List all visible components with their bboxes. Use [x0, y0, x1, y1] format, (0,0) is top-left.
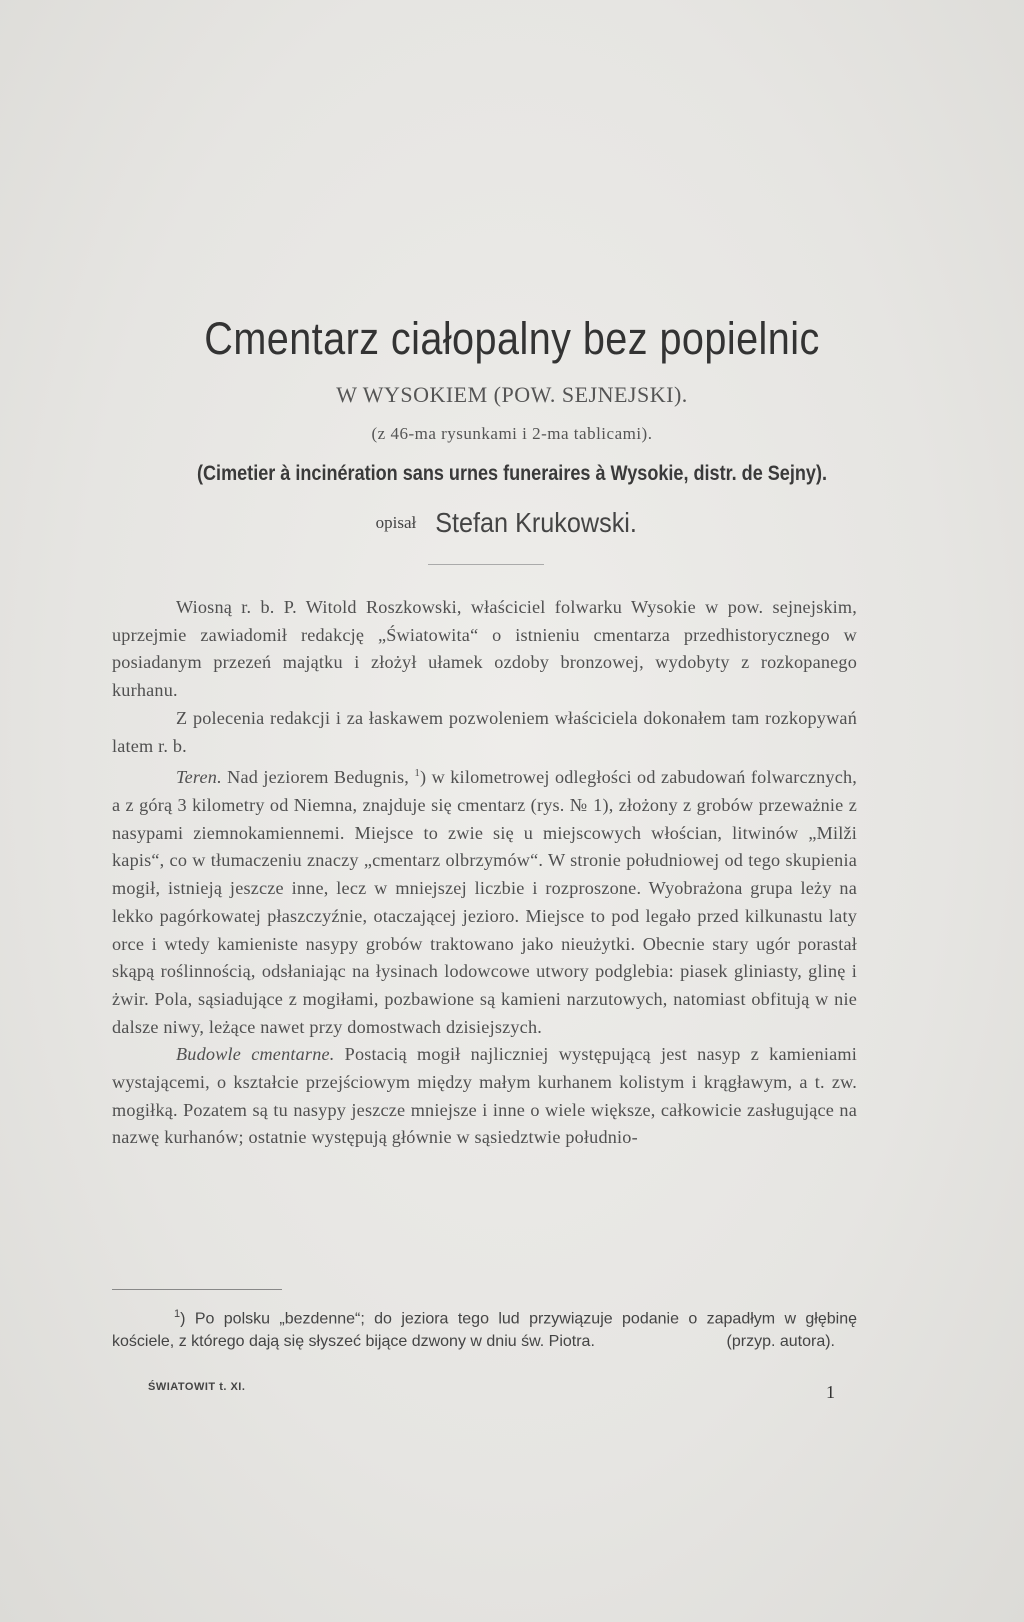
french-title: (Cimetier à incinération sans urnes funeraires à Wysokie, distr. de Sejny). [196, 462, 827, 485]
article-body [112, 594, 857, 1152]
footnote [112, 1303, 857, 1353]
title-divider [428, 564, 544, 565]
paragraph-4-text: Postacią mogił najliczniej występującą jest nasyp z kamieniami wystającemi, o kształcie przejściowym między małym kurhanem kolistym i krągławym, a t. zw. mogiłką. Pozatem są tu nasypy jeszcze mniejsze i inne o wiele większe, całkowicie zasługujące na nazwę kurhanów; ostatnie występują głównie w sąsiedztwie południo- [112, 1044, 858, 1148]
author-name: Stefan Krukowski. [435, 507, 638, 538]
article-subtitle: W WYSOKIEM (POW. SEJNEJSKI). [336, 382, 688, 407]
footnote-divider [112, 1289, 282, 1290]
paragraph-3 [112, 760, 857, 1041]
byline [0, 507, 1024, 539]
journal-signature: ŚWIATOWIT t. XI. [148, 1381, 246, 1393]
byline-prefix: opisał [375, 513, 417, 532]
paragraph-1: Wiosną r. b. P. Witold Roszkowski, właściciel folwarku Wysokie w pow. sejnejskim, uprzejmie zawiadomił redakcję „Światowita“ o istnieniu cmentarza przedhistorycznego w posiadanym przezeń majątku i złożył ułamek ozdoby bronzowej, wydobyty z rozkopanego kurhanu. [112, 597, 857, 701]
illustrations-note: (z 46-ma rysunkami i 2-ma tablicami). [371, 424, 653, 443]
paragraph-4 [112, 1041, 857, 1152]
footnote-author-note: (przyp. autora). [726, 1333, 835, 1351]
paragraph-2: Z polecenia redakcji i za łaskawem pozwoleniem właściciela dokonałem tam rozkopywań latem r. b. [112, 707, 857, 756]
paragraph-3-text-b: ) w kilometrowej odległości od zabudowań folwarcznych, a z górą 3 kilometry od Niemna, znajduje się cmentarz (rys. № 1), złożony z grobów przeważnie z nasypami ziemnokamiennemi. Miejsce to zwie się u miejscowych włościan, litwinów „Milži kapis“, co w tłumaczeniu znaczy „cmentarz olbrzymów“. W stronie południowej od tego skupienia mogił, istnieją jeszcze inne, lecz w mniejszej liczbie i rozproszone. Wyobrażona grupa leży na lekko pagórkowatej płaszczyźnie, otaczającej jezioro. Miejsce to pod legało przed kilkunastu laty orce i wtedy kamieniste nasypy grobów traktowano jako nieużytki. Obecnie stary ugór porastał skąpą roślinnością, odsłaniając na łysinach lodowcowe utwory podglebia: piasek gliniasty, glinę i żwir. Pola, sąsiadujące z mogiłami, pozbawione są kamieni narzutowych, natomiast obfitują w nie dalsze niwy, leżące nawet przy domostwach dzisiejszych. [112, 767, 858, 1037]
footnote-ref: 1 [414, 767, 421, 780]
footnote-marker: 1 [174, 1308, 181, 1320]
section-label-teren: Teren. [176, 767, 222, 788]
page-number: 1 [826, 1382, 835, 1402]
article-title: Cmentarz ciałopalny bez popielnic [204, 313, 820, 364]
paragraph-3-text-a: Nad jeziorem Bedugnis, [227, 767, 409, 788]
footnote-text: ) Po polsku „bezdenne“; do jeziora tego lud przywiązuje podanie o zapadłym w głębinę kościele, z którego dają się słyszeć bijące dzwony w dniu św. Piotra. [112, 1310, 857, 1351]
section-label-budowle: Budowle cmentarne. [176, 1044, 335, 1065]
